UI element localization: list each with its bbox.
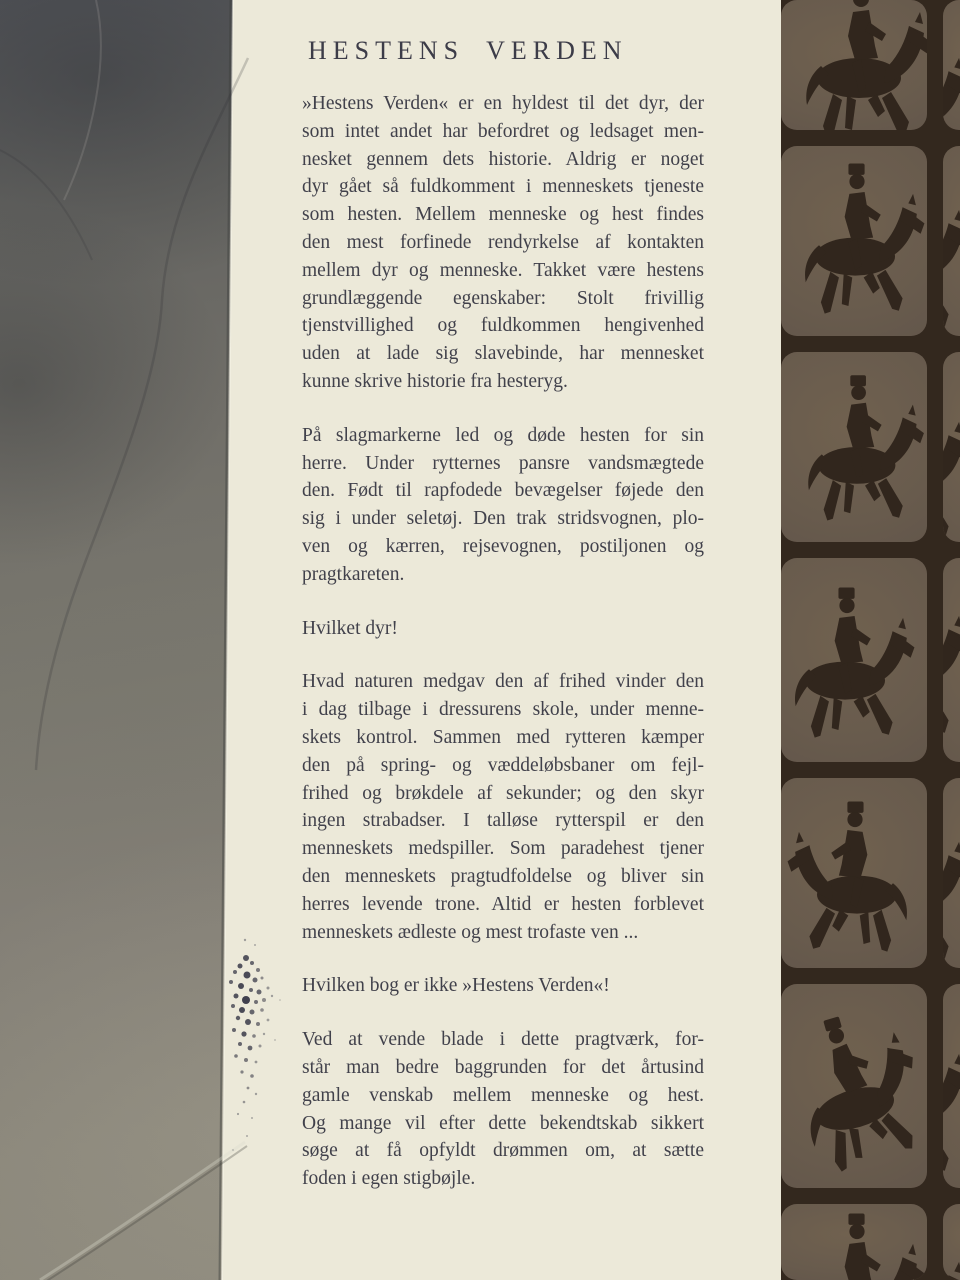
flap-paragraph xyxy=(302,972,704,1000)
horse-silhouette-frame-partial xyxy=(943,984,960,1188)
horse-silhouette-frame-partial xyxy=(943,0,960,130)
text-line: sig i under seletøj. Den trak stridsvognen, plo- xyxy=(302,508,704,530)
text-line: nesket gennem dets historie. Aldrig er noget xyxy=(302,148,704,170)
text-line: ingen strabadser. I talløse rytterspil er den xyxy=(302,810,704,832)
horse-silhouette-frame-partial xyxy=(943,558,960,762)
text-line: uden at lade sig slavebinde, har mennesket xyxy=(302,343,704,365)
horse-rider-icon xyxy=(943,146,960,336)
text-line: Hvilken bog er ikke »Hestens Verden«! xyxy=(302,975,610,997)
stone-crack xyxy=(36,58,248,770)
horse-rider-icon xyxy=(943,352,960,542)
horse-rider-icon xyxy=(943,558,960,748)
text-line: søge at få opfyldt drømmen om, at sætte xyxy=(302,1140,704,1162)
horse-rider-icon xyxy=(781,352,927,542)
horse-silhouette-frame-partial xyxy=(943,778,960,968)
horse-rider-icon xyxy=(943,984,960,1174)
flap-paragraph xyxy=(302,1026,704,1193)
text-line: står man bedre baggrunden for det årtusind xyxy=(302,1056,704,1078)
text-line: den på spring- og væddeløbsbaner om fejl- xyxy=(302,754,704,776)
horse-silhouette-frame-partial xyxy=(943,1204,960,1280)
horse-silhouette-frame-partial xyxy=(943,146,960,336)
text-line: grundlæggende egenskaber: Stolt frivillig xyxy=(302,287,704,309)
text-line: pragtkareten. xyxy=(302,563,405,585)
horse-silhouette-frame xyxy=(781,352,927,542)
horse-rider-icon xyxy=(781,0,927,130)
flap-text-block xyxy=(302,36,704,1219)
horse-rider-icon xyxy=(781,1204,927,1280)
horse-silhouette-frame xyxy=(781,558,927,762)
horse-silhouette-frame xyxy=(781,0,927,130)
horse-silhouette-frame xyxy=(781,984,927,1188)
horse-silhouette-frame xyxy=(781,778,927,968)
text-line: »Hestens Verden« er en hyldest til det dyr, der xyxy=(302,93,704,114)
flap-paragraph xyxy=(302,422,704,589)
text-line: den mest forfinede rendyrkelse af kontakten xyxy=(302,231,704,253)
text-line: frihed og brøkdele af sekunder; og den skyr xyxy=(302,782,704,804)
text-line: kunne skrive historie fra hesteryg. xyxy=(302,370,568,392)
flap-paragraphs xyxy=(302,90,704,1193)
horse-rider-icon xyxy=(781,558,927,748)
horse-rider-icon xyxy=(943,0,960,130)
text-line: På slagmarkerne led og døde hesten for sin xyxy=(302,424,704,446)
text-line: menneskets medspiller. Som paradehest tjener xyxy=(302,838,704,860)
text-line: gamle venskab mellem menneske og hest. xyxy=(302,1084,704,1106)
text-line: Hvad naturen medgav den af frihed vinder den xyxy=(302,671,704,693)
text-line: foden i egen stigbøjle. xyxy=(302,1168,476,1190)
flap-paragraph xyxy=(302,615,704,643)
text-line: ven og kærren, rejsevognen, postiljonen og xyxy=(302,535,704,557)
text-line: Hvilket dyr! xyxy=(302,617,398,639)
text-line: som intet andet har befordret og ledsaget men- xyxy=(302,120,704,142)
book-cover-pattern xyxy=(779,0,960,1280)
flap-paragraph xyxy=(302,668,704,946)
text-line: Og mange vil efter dette bekendtskab sikkert xyxy=(302,1112,704,1134)
horse-rider-icon xyxy=(943,778,960,968)
text-line: skets kontrol. Sammen med rytteren kæmper xyxy=(302,726,704,748)
text-line: tjenstvillighed og fuldkommen hengivenhed xyxy=(302,315,704,337)
horse-silhouette-frame xyxy=(781,1204,927,1280)
text-line: mellem dyr og menneske. Takket være hestens xyxy=(302,259,704,281)
text-line: dyr gået så fuldkomment i menneskets tjeneste xyxy=(302,176,704,198)
text-line: herres levende trone. Altid er hesten forblevet xyxy=(302,893,704,915)
text-line: den menneskets pragtudfoldelse og bliver sin xyxy=(302,865,704,887)
text-line: i dag tilbage i dressurens skole, under menne- xyxy=(302,699,704,721)
horse-silhouette-frame xyxy=(781,146,927,336)
horse-rider-icon xyxy=(781,984,927,1174)
text-line: som hesten. Mellem menneske og hest findes xyxy=(302,204,704,226)
text-line: Ved at vende blade i dette pragtværk, for- xyxy=(302,1029,704,1051)
horse-rider-icon xyxy=(943,1204,960,1280)
text-line: den. Født til rapfodede bevægelser føjede den xyxy=(302,480,704,502)
horse-rider-icon xyxy=(781,146,927,336)
horse-rider-icon xyxy=(781,778,927,968)
horse-silhouette-frame-partial xyxy=(943,352,960,542)
flap-title: HESTENS VERDEN xyxy=(308,36,628,65)
flap-paragraph xyxy=(302,90,704,396)
stone-joint xyxy=(40,1142,245,1280)
text-line: herre. Under rytternes pansre vandsmægtede xyxy=(302,452,704,474)
text-line: menneskets ædleste og mest trofaste ven ... xyxy=(302,921,639,943)
